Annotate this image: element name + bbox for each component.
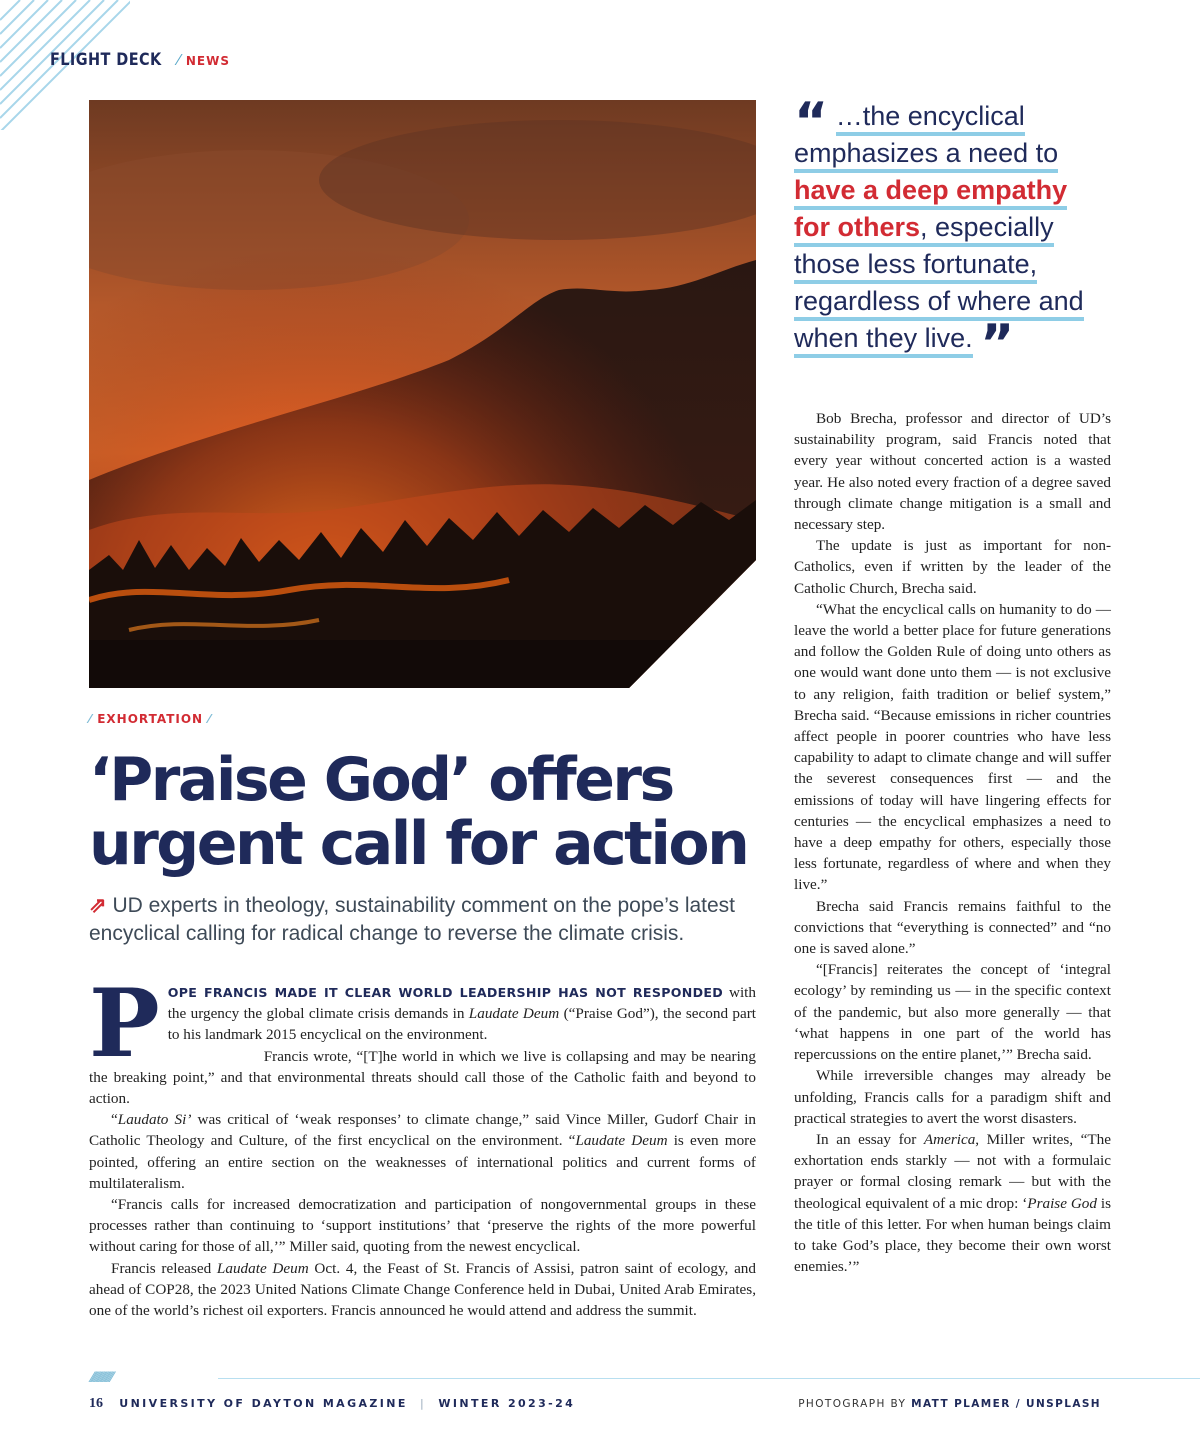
arrow-up-right-icon: ⇗	[89, 894, 107, 917]
paragraph: Brecha said Francis remains faithful to the convictions that “everything is connected” and “no one is saved alone.”	[794, 897, 1111, 958]
article-body-left	[89, 969, 757, 1321]
wildfire-illustration	[89, 100, 756, 688]
drop-cap: P	[89, 969, 160, 1079]
pull-quote-line: , especially	[920, 212, 1054, 242]
pull-quote-line: when they live.	[794, 323, 973, 358]
article-body-right	[794, 408, 1111, 1277]
paragraph: OPE FRANCIS MADE IT CLEAR WORLD LEADERSHIP HAS NOT RESPONDED with the urgency the global climate crisis demands in Laudate Deum (“Praise God”), the second part to his landmark 2015 encyclical on the environment.	[167, 984, 756, 1044]
footer-dash-decoration: ⁄⁄⁄⁄⁄⁄⁄⁄⁄⁄⁄⁄⁄⁄⁄⁄	[91, 1370, 113, 1386]
pull-quote-line: regardless of where and	[794, 286, 1084, 321]
paragraph: “Francis calls for increased democratization and participation of nongovernmental groups in these processes rather than continuing to ‘support institutions’ that ‘preserve the rights of the more powerful without caring for those of all,’” Miller said, quoting from the newest encyclical.	[89, 1196, 756, 1256]
paragraph: Francis released Laudate Deum Oct. 4, the Feast of St. Francis of Assisi, patron saint of ecology, and ahead of COP28, the 2023 United Nations Climate Change Conference held in Dubai, United Arab Emirates, one of the world’s richest oil exporters. Francis announced he would attend and address the summit.	[89, 1259, 756, 1320]
footer-rule	[218, 1378, 1200, 1379]
paragraph: “[Francis] reiterates the concept of ‘integral ecology’ by reminding us — in the specific context of the pandemic, but also more generally — that ‘what happens in one part of the world has repercussions on the entire planet,’” Brecha said.	[794, 961, 1111, 1064]
paragraph: While irreversible changes may already be unfolding, Francis calls for a paradigm shift and practical strategies to avert the worst disasters.	[794, 1067, 1111, 1127]
issue-date: WINTER 2023-24	[438, 1397, 576, 1410]
photo-credit	[798, 1398, 1101, 1410]
pull-quote-line: those less fortunate,	[794, 249, 1037, 284]
open-quote-icon: “	[794, 92, 829, 152]
pull-quote	[794, 92, 1114, 374]
paragraph: “What the encyclical calls on humanity to do — leave the world a better place for future generations and follow the Golden Rule of doing unto others as one would want done unto them — is not exclusive to any religion, faith tradition or belief system,” Brecha said. “Because emissions in richer countries affect people in poorer countries who have less capability to adapt to climate change and will suffer the severest consequences first — and the emissions of today will have lingering effects for centuries — the encyclical emphasizes a need to have a deep empathy for others, especially those less fortunate, regardless of where and when they live.”	[794, 600, 1111, 894]
paragraph: Bob Brecha, professor and director of UD’s sustainability program, said Francis noted that every year without concerted action is a wasted year. He also noted every fraction of a degree saved through climate change mitigation is a small and necessary step.	[794, 410, 1111, 534]
close-quote-icon: ”	[980, 314, 1015, 374]
kicker-label: EXHORTATION	[97, 712, 204, 726]
page-footer: 16 UNIVERSITY OF DAYTON MAGAZINE | WINTER 2023-24	[89, 1396, 576, 1411]
pull-quote-highlight: for others	[794, 212, 921, 242]
slash-separator: ⁄	[177, 51, 180, 69]
pull-quote-line: emphasizes a need to	[794, 138, 1058, 173]
article-deck	[89, 892, 769, 948]
subsection-name: NEWS	[185, 54, 230, 68]
pull-quote-highlight: have a deep empathy	[794, 175, 1067, 210]
paragraph: In an essay for America, Miller writes, “The exhortation ends starkly — not with a formulaic prayer or formal closing remark — but with the theological equivalent of a mic drop: ‘Praise God is the title of this letter. For when human beings claim to take God’s place, they become their own worst enemies.’”	[794, 1130, 1112, 1276]
credit-prefix: PHOTOGRAPH BY	[798, 1398, 907, 1410]
deck-text: UD experts in theology, sustainability comment on the pope’s latest encyclical calling for radical change to reverse the climate crisis.	[89, 894, 736, 945]
pull-quote-line: …the encyclical	[836, 101, 1025, 136]
wildfire-photo	[89, 100, 756, 688]
paragraph: “Laudato Si’ was critical of ‘weak responses’ to climate change,” said Vince Miller, Gudorf Chair in Catholic Theology and Culture, of the first encyclical on the environment. “Laudate Deum is even more pointed, offering an entire section on the weaknesses of international politics and current forms of multilateralism.	[89, 1111, 757, 1192]
article-headline: ‘Praise God’ offers urgent call for action	[89, 745, 748, 879]
paragraph: Francis wrote, “[T]he world in which we live is collapsing and may be nearing the breaking point,” and that environmental threats should call those of the Catholic faith and beyond to action.	[89, 1047, 756, 1108]
article-kicker: ⁄ EXHORTATION ⁄	[89, 712, 212, 726]
section-header	[50, 50, 230, 70]
section-name: FLIGHT DECK	[50, 50, 162, 70]
page-number: 16	[89, 1396, 103, 1411]
credit-name: MATT PLAMER / UNSPLASH	[911, 1398, 1101, 1410]
magazine-name: UNIVERSITY OF DAYTON MAGAZINE	[119, 1397, 408, 1410]
lead-in: OPE FRANCIS MADE IT CLEAR WORLD LEADERSHIP HAS NOT RESPONDED	[167, 985, 723, 1000]
paragraph: The update is just as important for non-Catholics, even if written by the leader of the Catholic Church, Brecha said.	[794, 537, 1111, 597]
